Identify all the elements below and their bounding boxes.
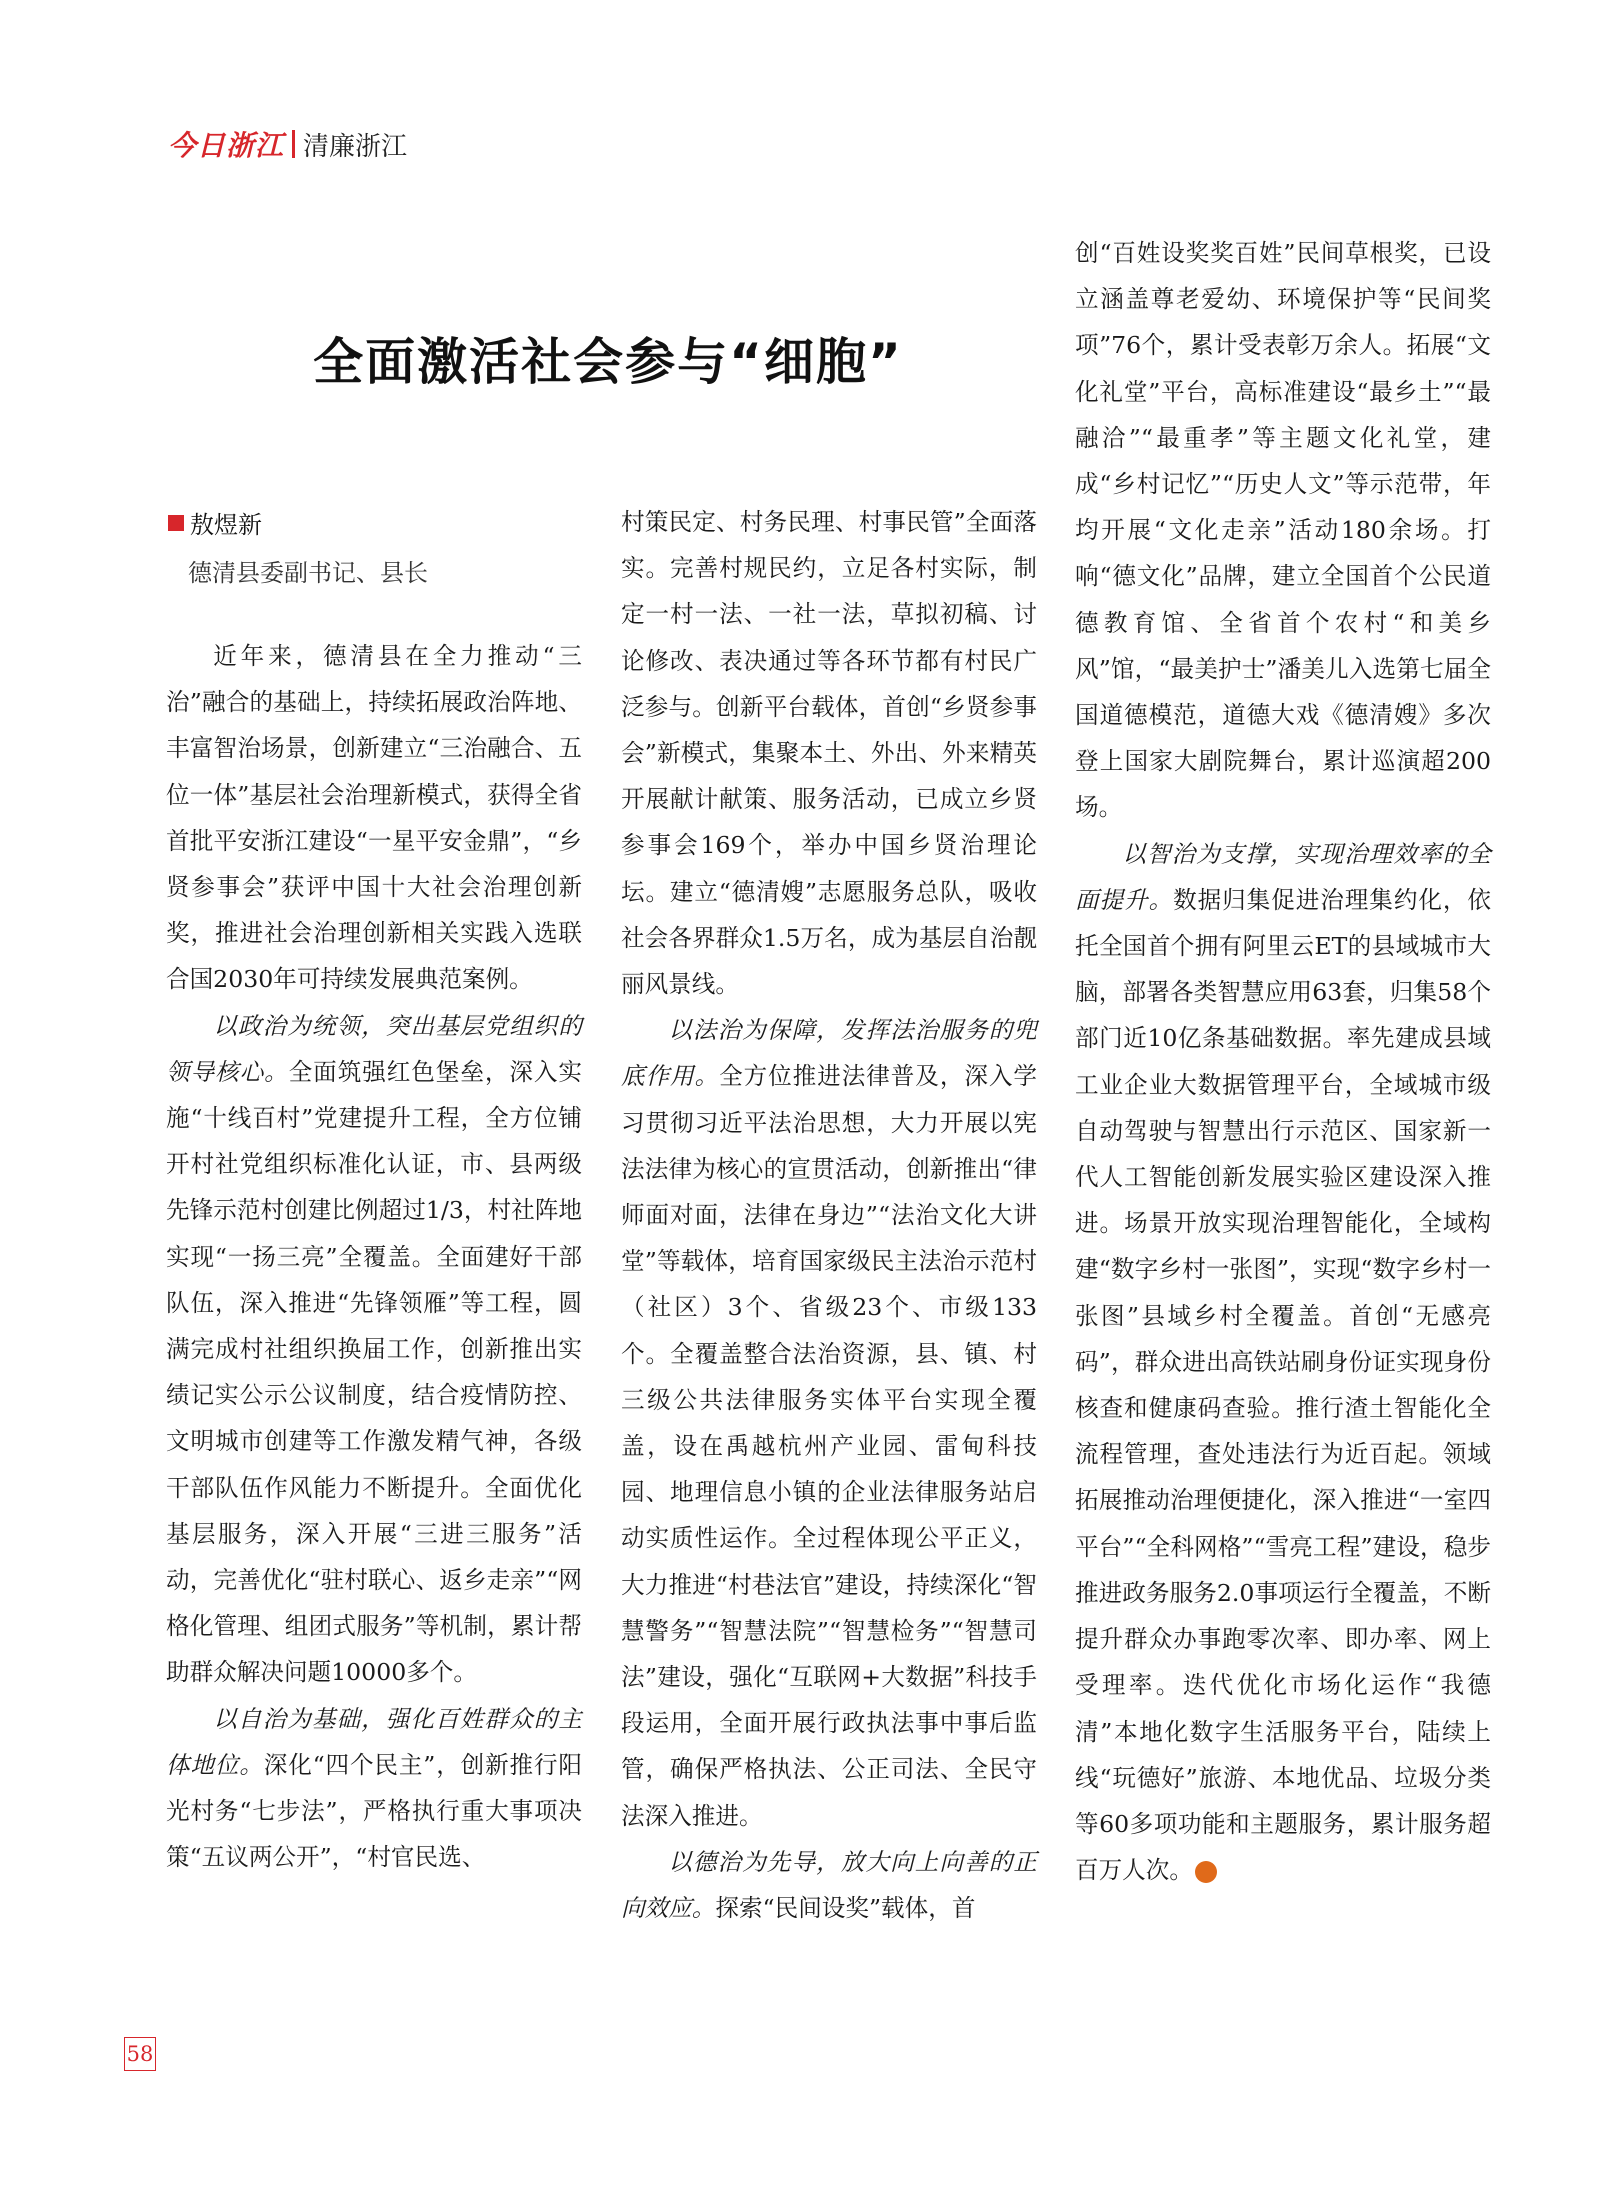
paragraph [166,1003,582,1696]
author-line [168,505,262,540]
paragraph-lead: 以法治为保障，发挥法治服务的兜底作用。 [621,1016,1037,1091]
section-name: 清廉浙江 [303,131,408,162]
paragraph [621,1007,1037,1839]
paragraph-lead: 以政治为统领，突出基层党组织的领导核心。 [166,1011,582,1086]
author-role: 德清县委副书记、县长 [188,559,428,587]
text-column-1 [166,633,582,1880]
paragraph-body: 探索“民间设奖”载体，首 [715,1894,976,1923]
paragraph: 近年来，德清县在全力推动“三治”融合的基础上，持续拓展政治阵地、丰富智治场景，创新建立“三治融合、五位一体”基层社会治理新模式，获得全省首批平安浙江建设“一星平安金鼎”，“乡贤参事会”获评中国十大社会治理创新奖，推进社会治理创新相关实践入选联合国2030年可持续发展典范案例。 [166,642,582,994]
paragraph-body: 全面筑强红色堡垒，深入实施“十线百村”党建提升工程，全方位铺开村社党组织标准化认证，市、县两级先锋示范村创建比例超过1/3，村社阵地实现“一扬三亮”全覆盖。全面建好干部队伍，深入推进“先锋领雁”等工程，圆满完成村社组织换届工作，创新推出实绩记实公示公议制度，结合疫情防控、文明城市创建等工作激发精气神，各级干部队伍作风能力不断提升。全面优化基层服务，深入开展“三进三服务”活动，完善优化“驻村联心、返乡走亲”“网格化管理、组团式服务”等机制，累计帮助群众解决问题10000多个。 [166,1057,583,1687]
paragraph-lead: 以智治为支撑，实现治理效率的全面提升。 [1075,839,1491,914]
paragraph-body: 全方位推进法律普及，深入学习贯彻习近平法治思想，大力开展以宪法法律为核心的宣贯活动，创新推出“律师面对面，法律在身边”“法治文化大讲堂”等载体，培育国家级民主法治示范村（社区）3个、省级23个、市级133个。全覆盖整合法治资源，县、镇、村三级公共法律服务实体平台实现全覆盖，设在禹越杭州产业园、雷甸科技园、地理信息小镇的企业法律服务站启动实质性运作。全过程体现公平正义，大力推进“村巷法官”建设，持续深化“智慧警务”“智慧法院”“智慧检务”“智慧司法”建设，强化“互联网+大数据”科技手段运用，全面开展行政执法事中事后监管，确保严格执法、公正司法、全民守法深入推进。 [621,1062,1038,1830]
author-name: 敖煜新 [190,511,262,539]
paragraph-body: 数据归集促进治理集约化，依托全国首个拥有阿里云ET的县域城市大脑，部署各类智慧应用63套，归集58个部门近10亿条基础数据。率先建成县域工业企业大数据管理平台，全域城市级自动驾驶与智慧出行示范区、国家新一代人工智能创新发展实验区建设深入推进。场景开放实现治理智能化，全域构建“数字乡村一张图”，实现“数字乡村一张图”县域乡村全覆盖。首创“无感亮码”，群众进出高铁站刷身份证实现身份核查和健康码查验。推行渣土智能化全流程管理，查处违法行为近百起。领域拓展推动治理便捷化，深入推进“一室四平台”“全科网格”“雪亮工程”建设，稳步推进政务服务2.0事项运行全覆盖，不断提升群众办事跑零次率、即办率、网上受理率。迭代优化市场化运作“我德清”本地化数字生活服务平台，陆续上线“玩德好”旅游、本地优品、垃圾分类等60多项功能和主题服务，累计服务超百万人次。 [1075,885,1492,1885]
page-number: 58 [124,2037,156,2071]
paragraph-lead: 以德治为先导，放大向上向善的正向效应。 [621,1847,1037,1923]
paragraph [1075,831,1491,1894]
page-header [168,124,407,164]
end-mark-icon: 今 [1195,1861,1217,1883]
author-marker-icon [168,515,184,531]
paragraph: 村策民定、村务民理、村事民管”全面落实。完善村规民约，立足各村实际，制定一村一法、一社一法，草拟初稿、讨论修改、表决通过等各环节都有村民广泛参与。创新平台载体，首创“乡贤参事会”新模式，集聚本土、外出、外来精英开展献计献策、服务活动，已成立乡贤参事会169个，举办中国乡贤治理论坛。建立“德清嫂”志愿服务总队，吸收社会各界群众1.5万名，成为基层自治靓丽风景线。 [621,508,1037,999]
paragraph [621,1839,1037,1931]
magazine-logo: 今日浙江 [168,129,285,162]
paragraph: 创“百姓设奖奖百姓”民间草根奖，已设立涵盖尊老爱幼、环境保护等“民间奖项”76个，累计受表彰万余人。拓展“文化礼堂”平台，高标准建设“最乡土”“最融洽”“最重孝”等主题文化礼堂，建成“乡村记忆”“历史人文”等示范带，年均开展“文化走亲”活动180余场。打响“德文化”品牌，建立全国首个公民道德教育馆、全省首个农村“和美乡风”馆，“最美护士”潘美儿入选第七届全国道德模范，道德大戏《德清嫂》多次登上国家大剧院舞台，累计巡演超200场。 [1075,239,1491,822]
paragraph-lead: 以自治为基础，强化百姓群众的主体地位。 [166,1704,582,1779]
header-divider [292,130,295,158]
text-column-2 [621,499,1037,1931]
article-title: 全面激活社会参与“细胞” [313,333,903,391]
paragraph [166,1696,582,1881]
text-column-3 [1075,230,1491,1893]
paragraph-body: 深化“四个民主”，创新推行阳光村务“七步法”，严格执行重大事项决策“五议两公开”，“村官民选、 [166,1750,583,1872]
